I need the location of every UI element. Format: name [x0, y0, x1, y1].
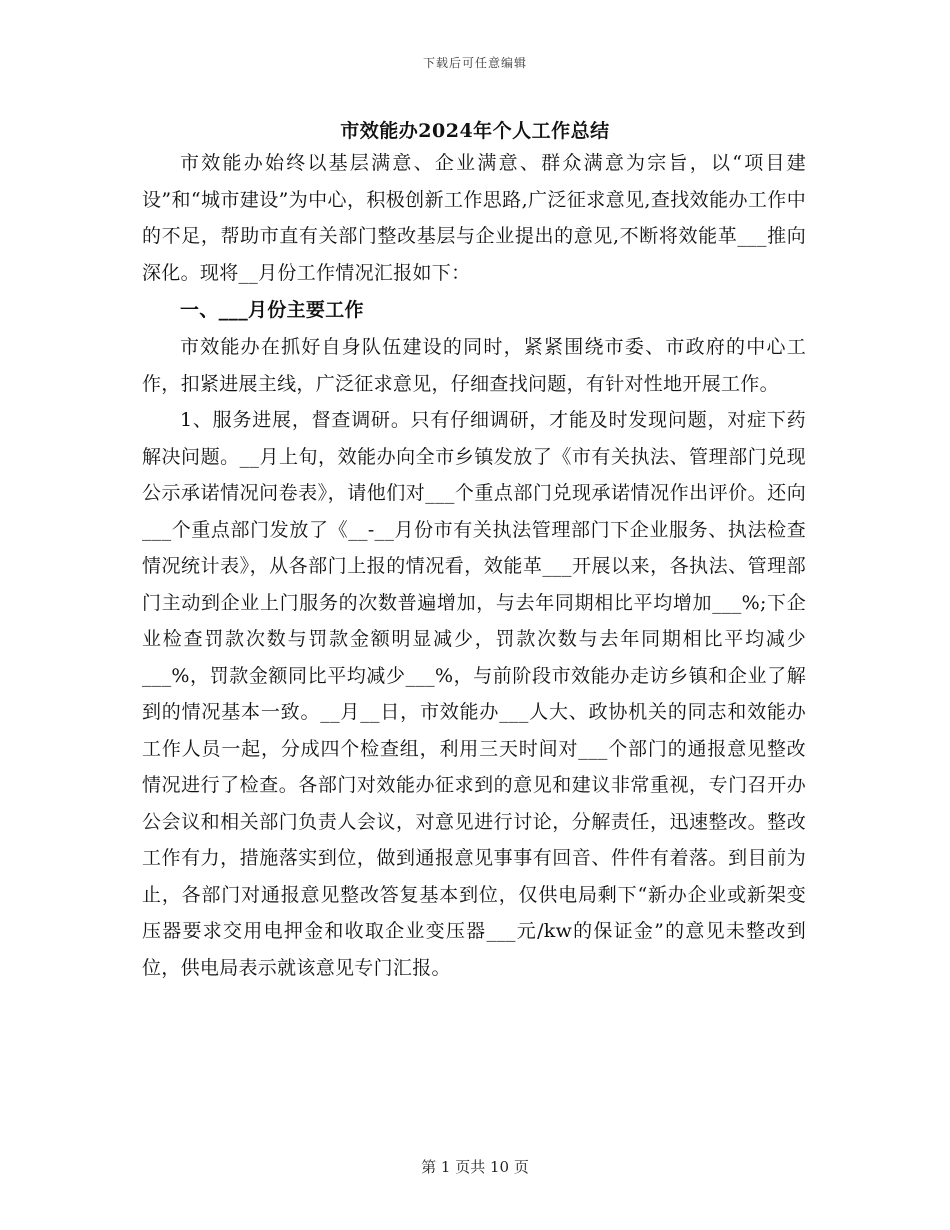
section-paragraph-2: 1、服务进展，督查调研。只有仔细调研，才能及时发现问题，对症下药解决问题。__月上旬，效能办向全市乡镇发放了《市有关执法、管理部门兑现公示承诺情况问卷表》，请他们对___个重点部门兑现承诺情况作出评价。还向___个重点部门发放了《__-__月份市有关执法管理部门下企业服务、执法检查情况统计表》，从各部门上报的情况看，效能革___开展以来，各执法、管理部门主动到企业上门服务的次数普遍增加，与去年同期相比平均增加___%;下企业检查罚款次数与罚款金额明显减少，罚款次数与去年同期相比平均减少___%，罚款金额同比平均减少___%，与前阶段市效能办走访乡镇和企业了解到的情况基本一致。__月__日，市效能办___人大、政协机关的同志和效能办工作人员一起，分成四个检查组，利用三天时间对___个部门的通报意见整改情况进行了检查。各部门对效能办征求到的意见和建议非常重视，专门召开办公会议和相关部门负责人会议，对意见进行讨论，分解责任，迅速整改。整改工作有力，措施落实到位，做到通报意见事事有回音、件件有着落。到目前为止，各部门对通报意见整改答复基本到位，仅供电局剩下“新办企业或新架变压器要求交用电押金和收取企业变压器___元/kw的保证金”的意见未整改到位，供电局表示就该意见专门汇报。 [142, 409, 806, 979]
intro-paragraph: 市效能办始终以基层满意、企业满意、群众满意为宗旨，以“项目建设”和“城市建设”为中心，积极创新工作思路,广泛征求意见,查找效能办工作中的不足，帮助市直有关部门整改基层与企业提出的意见,不断将效能革___推向深化。现将__月份工作情况汇报如下： [142, 152, 806, 284]
section-paragraph-1: 市效能办在抓好自身队伍建设的同时，紧紧围绕市委、市政府的中心工作，扣紧进展主线，广泛征求意见，仔细查找问题，有针对性地开展工作。 [142, 336, 806, 395]
page-number: 第 1 页共 10 页 [421, 1158, 529, 1176]
section-heading: 一、___月份主要工作 [180, 299, 364, 321]
document-title: 市效能办2024年个人工作总结 [340, 120, 610, 142]
header-note: 下载后可任意编辑 [422, 56, 527, 70]
document-body [142, 145, 806, 986]
